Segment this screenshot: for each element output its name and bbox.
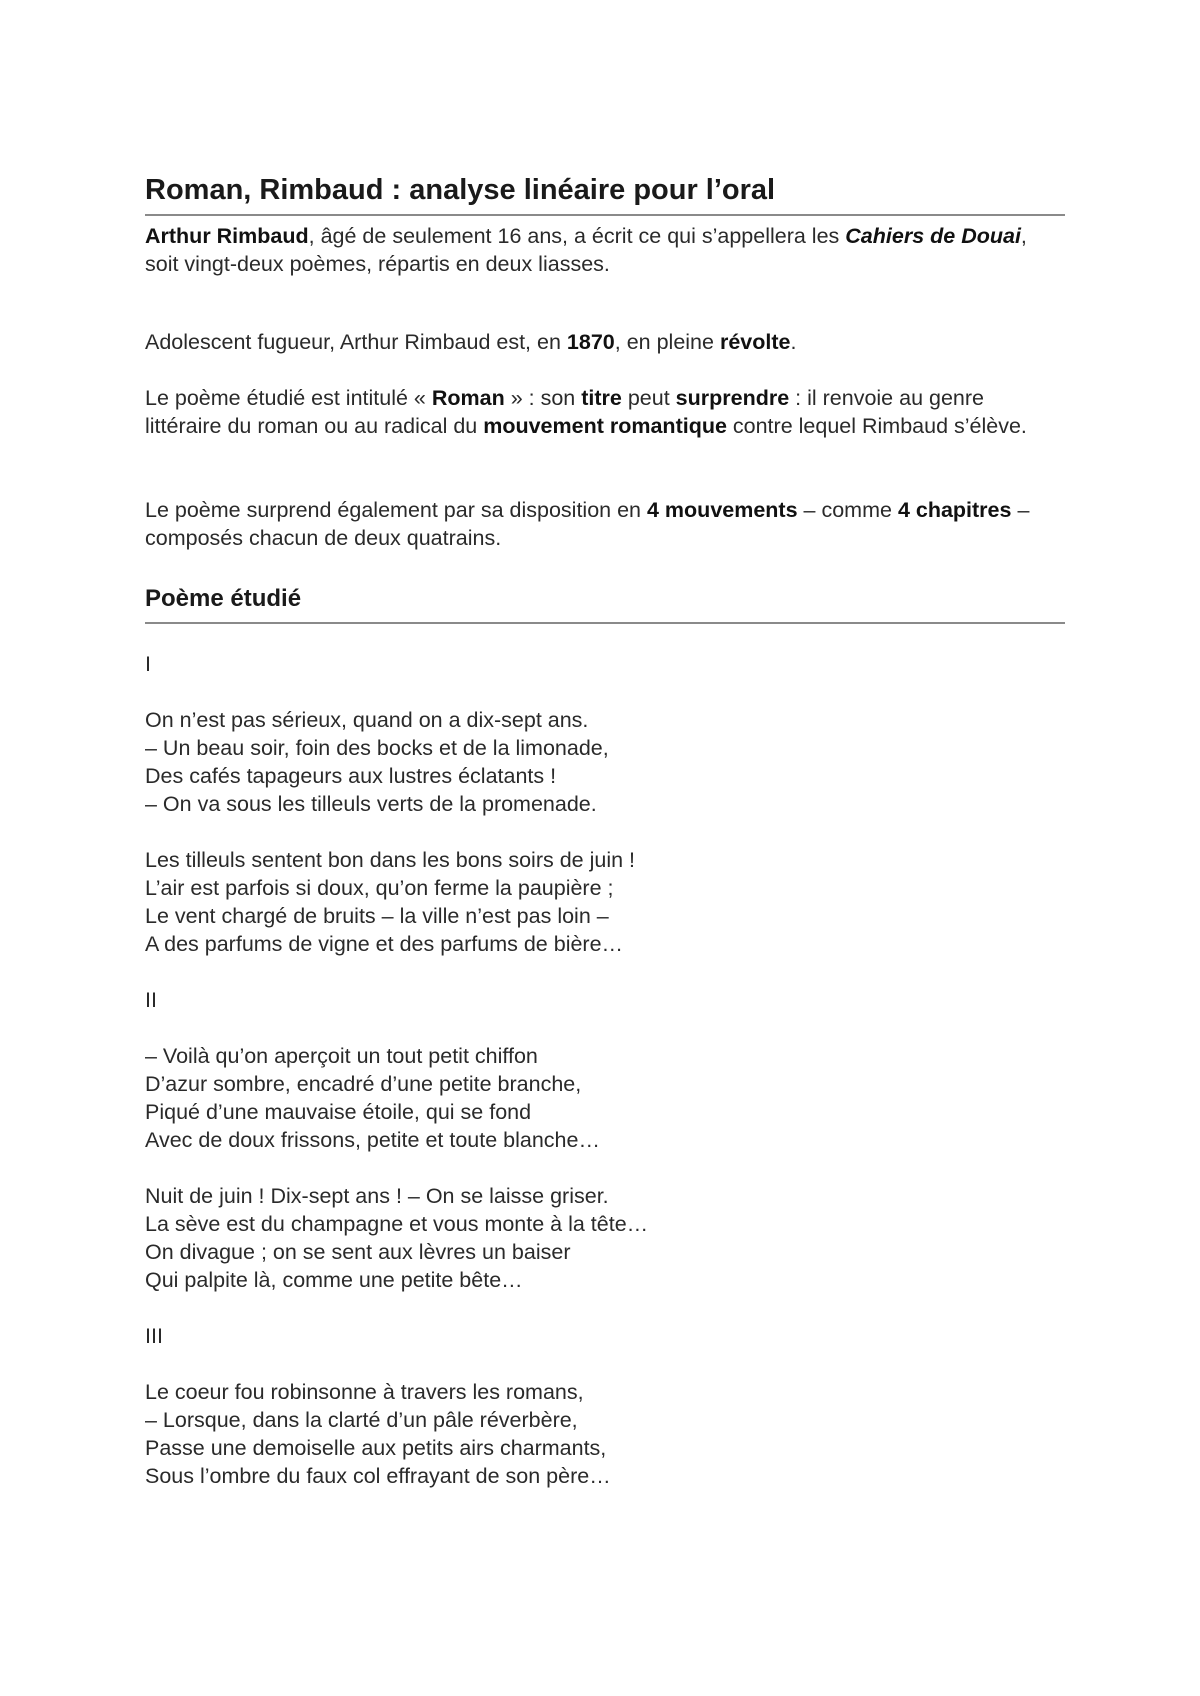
work-title: Cahiers de Douai: [845, 224, 1021, 248]
poem-line: Le coeur fou robinsonne à travers les romans,: [145, 1380, 584, 1404]
intro-1-text-b: , soit vingt-deux poèmes, répartis en deux liasses.: [145, 224, 1027, 276]
poem-line: On n’est pas sérieux, quand on a dix-sept ans.: [145, 708, 589, 732]
poem-line: Passe une demoiselle aux petits airs charmants,: [145, 1436, 607, 1460]
poem-line: On divague ; on se sent aux lèvres un baiser: [145, 1240, 571, 1264]
poem-line: – Lorsque, dans la clarté d’un pâle réverbère,: [145, 1408, 578, 1432]
section-numeral: I: [145, 652, 151, 676]
intro-3-text-e: contre lequel Rimbaud s’élève.: [726, 414, 1027, 438]
titre-keyword: titre: [581, 386, 622, 410]
intro-3-text-a: Le poème étudié est intitulé «: [145, 386, 432, 410]
poem: [145, 650, 1065, 1518]
poem-line: D’azur sombre, encadré d’une petite branche,: [145, 1072, 582, 1096]
chapitres-keyword: 4 chapitres: [897, 498, 1012, 522]
intro-paragraph-1: [145, 222, 1065, 278]
intro-paragraph-3: [145, 384, 1065, 440]
intro-3-text-d: : il renvoie au genre littéraire du roman ou au radical du: [145, 386, 984, 438]
poem-line: A des parfums de vigne et des parfums de bière…: [145, 932, 624, 956]
poem-line: L’air est parfois si doux, qu’on ferme la paupière ;: [145, 876, 614, 900]
intro-paragraph-4: [145, 496, 1065, 552]
author-name: Arthur Rimbaud: [145, 224, 309, 248]
intro-3-text-c: peut: [621, 386, 676, 410]
poem-line: – Voilà qu’on aperçoit un tout petit chiffon: [145, 1044, 538, 1068]
poem-line: Avec de doux frissons, petite et toute blanche…: [145, 1128, 600, 1152]
poem-line: – On va sous les tilleuls verts de la promenade.: [145, 792, 597, 816]
poem-line: Qui palpite là, comme une petite bête…: [145, 1268, 523, 1292]
poem-line: Sous l’ombre du faux col effrayant de son père…: [145, 1464, 611, 1488]
intro-3-text-b: » : son: [504, 386, 582, 410]
intro-4-text-a: Le poème surprend également par sa disposition en: [145, 498, 647, 522]
year: 1870: [566, 330, 615, 354]
revolt-keyword: révolte: [719, 330, 791, 354]
section-numeral: III: [145, 1324, 163, 1348]
surprendre-keyword: surprendre: [675, 386, 790, 410]
stanza: [145, 846, 1065, 958]
stanza: [145, 1378, 1065, 1490]
section-numeral: II: [145, 988, 157, 1012]
section-title: Poème étudié: [145, 582, 1065, 624]
poem-line: Nuit de juin ! Dix-sept ans ! – On se laisse griser.: [145, 1184, 609, 1208]
page-title: Roman, Rimbaud : analyse linéaire pour l’oral: [145, 170, 1065, 216]
poem-title-keyword: Roman: [431, 386, 505, 410]
intro-4-text-c: – composés chacun de deux quatrains.: [145, 498, 1030, 550]
poem-line: – Un beau soir, foin des bocks et de la limonade,: [145, 736, 609, 760]
poem-line: Le vent chargé de bruits – la ville n’est pas loin –: [145, 904, 609, 928]
mouvement-romantique-keyword: mouvement romantique: [483, 414, 727, 438]
mouvements-keyword: 4 mouvements: [647, 498, 798, 522]
stanza: [145, 706, 1065, 818]
stanza: [145, 1042, 1065, 1154]
intro-2-text-b: , en pleine: [614, 330, 720, 354]
poem-line: La sève est du champagne et vous monte à la tête…: [145, 1212, 649, 1236]
stanza: [145, 1182, 1065, 1294]
poem-line: Les tilleuls sentent bon dans les bons soirs de juin !: [145, 848, 636, 872]
intro-4-text-b: – comme: [797, 498, 898, 522]
poem-line: Piqué d’une mauvaise étoile, qui se fond: [145, 1100, 532, 1124]
intro-2-text-a: Adolescent fugueur, Arthur Rimbaud est, en: [145, 330, 567, 354]
intro-1-text-a: , âgé de seulement 16 ans, a écrit ce qui s’appellera les: [308, 224, 846, 248]
intro-paragraph-2: [145, 328, 1065, 356]
poem-line: Des cafés tapageurs aux lustres éclatants !: [145, 764, 557, 788]
intro-2-text-c: .: [790, 330, 797, 354]
